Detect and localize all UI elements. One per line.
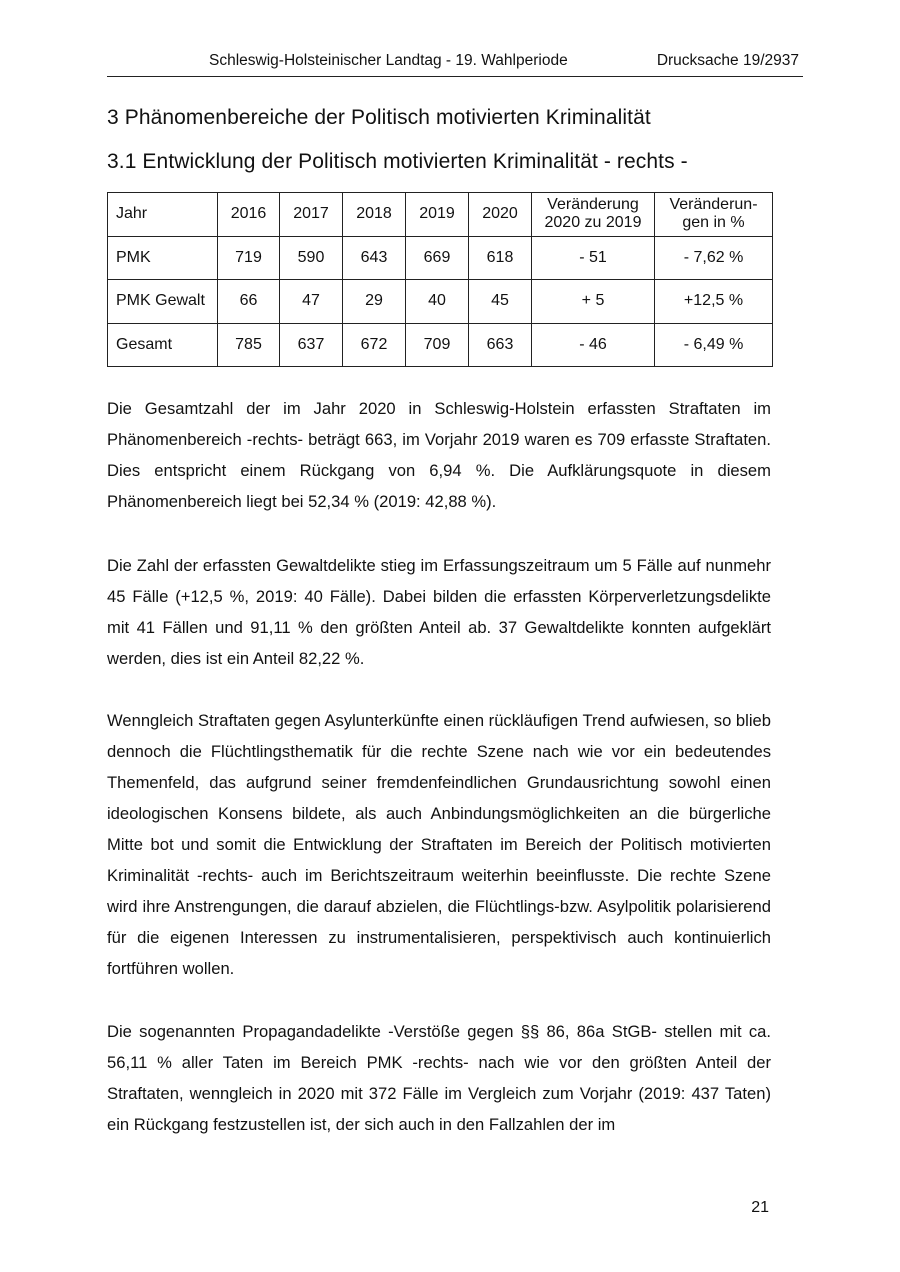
table-cell: 719 xyxy=(218,236,280,280)
table-cell: 637 xyxy=(280,323,343,367)
table-cell: 29 xyxy=(343,280,406,324)
header-doc-number: Drucksache 19/2937 xyxy=(656,52,799,69)
table-header-cell: 2016 xyxy=(218,193,280,237)
table-cell: 785 xyxy=(218,323,280,367)
page-number: 21 xyxy=(751,1199,769,1216)
table-header-cell: 2017 xyxy=(280,193,343,237)
table-row xyxy=(108,280,773,324)
table-header-cell: 2018 xyxy=(343,193,406,237)
table-cell: 663 xyxy=(469,323,532,367)
table-header-row xyxy=(108,193,773,237)
table-header-cell: Veränderun-gen in % xyxy=(655,193,773,237)
table-cell: 618 xyxy=(469,236,532,280)
table-header-cell: Jahr xyxy=(108,193,218,237)
table-header-cell: Veränderung 2020 zu 2019 xyxy=(532,193,655,237)
paragraph: Wenngleich Straftaten gegen Asylunterkünfte einen rückläufigen Trend aufwiesen, so blieb dennoch die Flüchtlingsthematik für die rechte Szene nach wie vor ein bedeutendes Themenfeld, das aufgrund seiner fremdenfeindlichen Grundausrichtung sowohl einen ideologischen Konsens bildete, als auch Anbindungsmöglichkeiten an die bürgerliche Mitte bot und somit die Entwicklung der Straftaten im Bereich der Politisch motivierten Kriminalität -rechts- auch im Berichtszeitraum weiterhin beeinflusste. Die rechte Szene wird ihre Anstrengungen, die darauf abzielen, die Flüchtlings-bzw. Asylpolitik polarisierend für die eigenen Interessen zu instrumentalisieren, perspektivisch auch kontinuierlich fortführen wollen. xyxy=(107,711,771,978)
table-cell: 672 xyxy=(343,323,406,367)
table-cell: +12,5 % xyxy=(655,280,773,324)
table-header-cell: 2019 xyxy=(406,193,469,237)
table-header-cell: 2020 xyxy=(469,193,532,237)
table-cell: 45 xyxy=(469,280,532,324)
table-cell: PMK xyxy=(108,236,218,280)
table-cell: 66 xyxy=(218,280,280,324)
table-cell: 709 xyxy=(406,323,469,367)
table-cell: 47 xyxy=(280,280,343,324)
table-cell: - 51 xyxy=(532,236,655,280)
paragraph: Die Zahl der erfassten Gewaltdelikte stieg im Erfassungszeitraum um 5 Fälle auf nunmehr 45 Fälle (+12,5 %, 2019: 40 Fälle). Dabei bilden die erfassten Körperverletzungsdelikte mit 41 Fällen und 91,11 % den größten Anteil ab. 37 Gewaltdelikte konnten aufgeklärt werden, dies ist ein Anteil 82,22 %. xyxy=(107,556,771,668)
pmk-statistics-table xyxy=(107,192,773,367)
table-cell: + 5 xyxy=(532,280,655,324)
paragraph: Die sogenannten Propagandadelikte -Verstöße gegen §§ 86, 86a StGB- stellen mit ca. 56,11 % aller Taten im Bereich PMK -rechts- nach wie vor den größten Anteil der Straftaten, wenngleich in 2020 mit 372 Fälle im Vergleich zum Vorjahr (2019: 437 Taten) ein Rückgang festzustellen ist, der sich auch in den Fallzahlen der im xyxy=(107,1022,771,1134)
subsection-heading: 3.1 Entwicklung der Politisch motivierten Kriminalität - rechts - xyxy=(107,150,688,173)
section-heading: 3 Phänomenbereiche der Politisch motivierten Kriminalität xyxy=(107,106,651,129)
page-header xyxy=(107,48,803,77)
table-row xyxy=(108,236,773,280)
table-cell: PMK Gewalt xyxy=(108,280,218,324)
table-cell: - 46 xyxy=(532,323,655,367)
table-row xyxy=(108,323,773,367)
table-cell: 643 xyxy=(343,236,406,280)
header-title: Schleswig-Holsteinischer Landtag - 19. Wahlperiode xyxy=(209,52,568,69)
table-cell: - 7,62 % xyxy=(655,236,773,280)
table-cell: Gesamt xyxy=(108,323,218,367)
table-cell: 40 xyxy=(406,280,469,324)
table-cell: 669 xyxy=(406,236,469,280)
table-cell: - 6,49 % xyxy=(655,323,773,367)
table-cell: 590 xyxy=(280,236,343,280)
paragraph: Die Gesamtzahl der im Jahr 2020 in Schleswig-Holstein erfassten Straftaten im Phänomenbereich -rechts- beträgt 663, im Vorjahr 2019 waren es 709 erfasste Straftaten. Dies entspricht einem Rückgang von 6,94 %. Die Aufklärungsquote in diesem Phänomenbereich liegt bei 52,34 % (2019: 42,88 %). xyxy=(107,399,771,511)
